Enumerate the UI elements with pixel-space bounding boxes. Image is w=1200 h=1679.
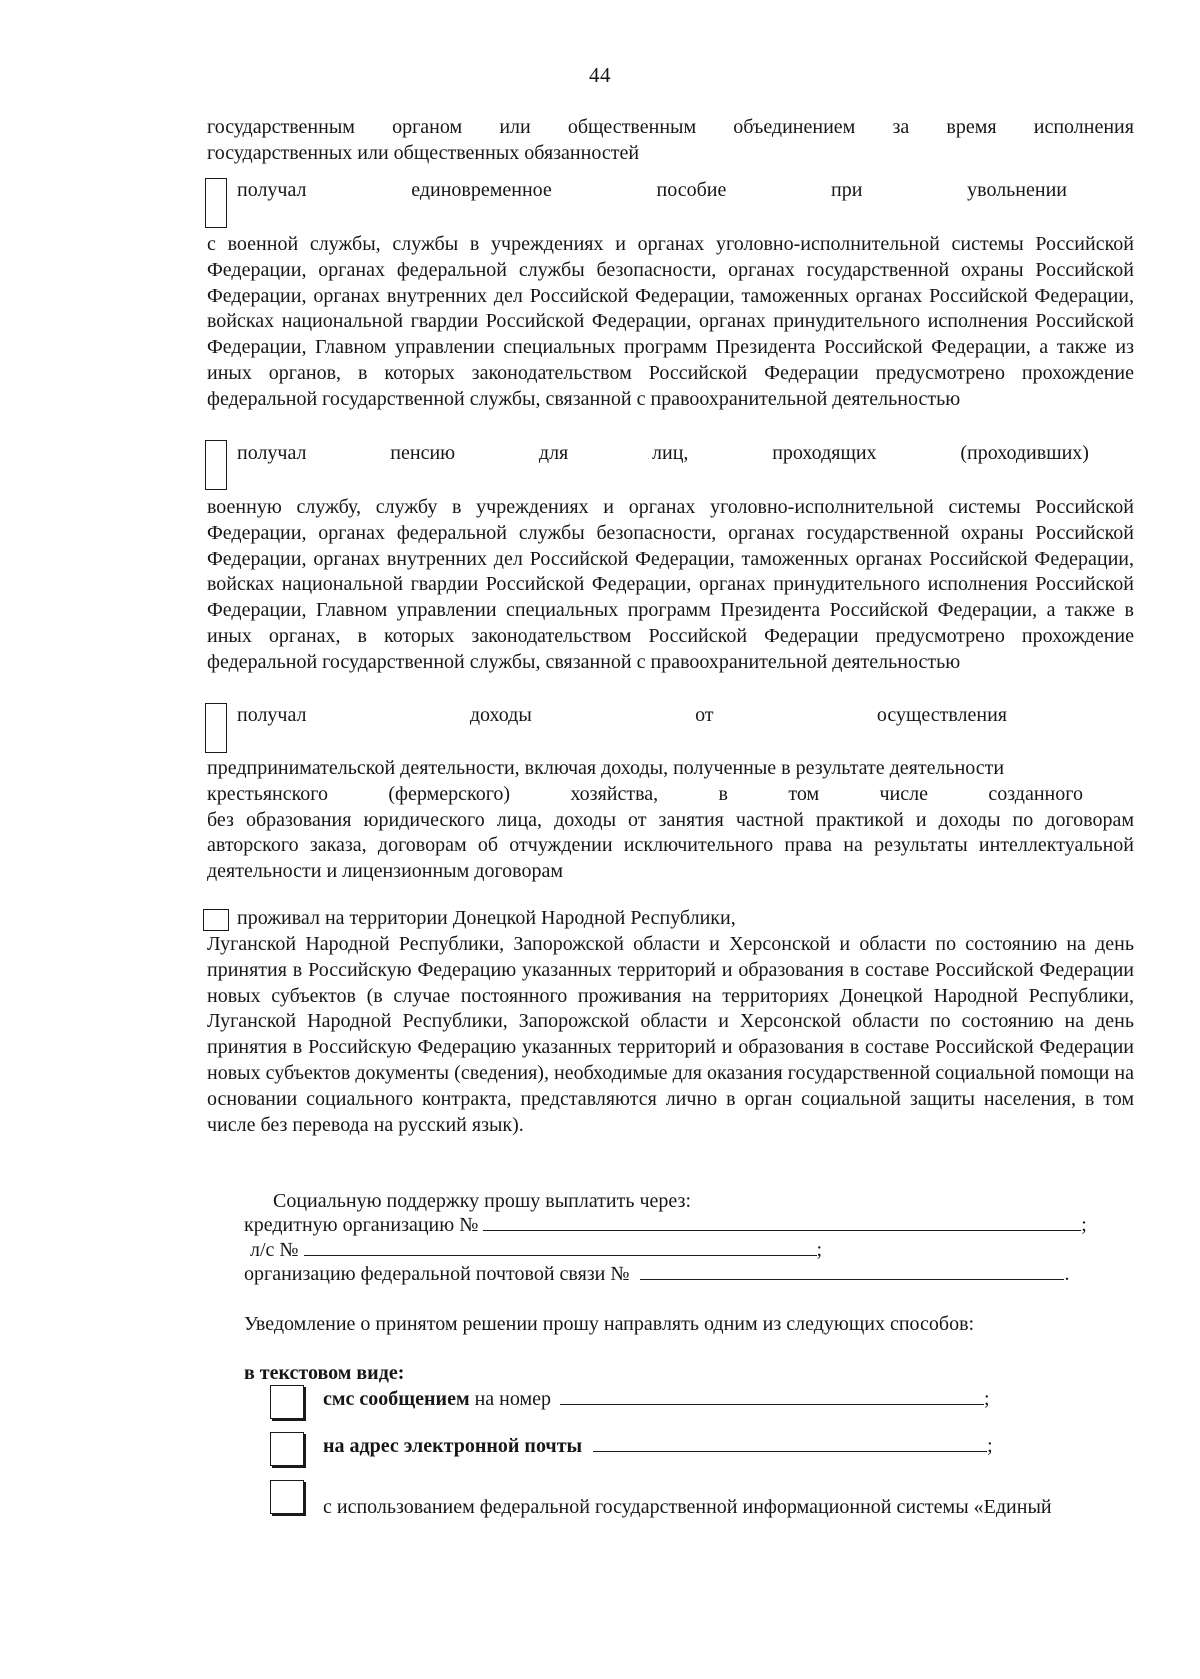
option-pension-header-word: (проходивших) [960, 442, 1089, 464]
option-business-income-header-word: от [695, 704, 714, 726]
notification-title: Уведомление о принятом решении прошу направлять одним из следующих способов: [244, 1313, 975, 1335]
intro-line-1-word: или [499, 116, 531, 138]
option-business-income-line-2-word: созданного [988, 782, 1083, 805]
option-business-income-header-word: осуществления [876, 704, 1007, 726]
option-lump-sum-header-word: при [831, 179, 863, 201]
post-label: организацию федеральной почтовой связи № [244, 1263, 630, 1285]
account-label: л/с № [250, 1239, 299, 1261]
option-lump-sum-header-word: единовременное [411, 179, 552, 201]
option-business-income-line-2-word: числе [879, 782, 928, 805]
intro-line-1-word: исполнения [1033, 116, 1134, 138]
option-pension-header-word: для [538, 442, 569, 464]
account-field[interactable] [304, 1237, 817, 1256]
option-business-income-header [237, 703, 1007, 729]
email-checkbox[interactable] [270, 1432, 304, 1466]
option-business-income-line-2-word: том [788, 782, 820, 805]
option-business-income-line-2 [207, 782, 1083, 808]
option-pension-header-word: лиц, [652, 442, 689, 464]
option-business-income-checkbox[interactable] [205, 703, 227, 753]
page-number: 44 [589, 63, 611, 87]
intro-line-1-word: время [946, 116, 997, 138]
intro-line-1-word: за [892, 116, 910, 138]
option-residence-header: проживал на территории Донецкой Народной Республики, [237, 907, 736, 929]
email-field[interactable] [593, 1433, 987, 1452]
intro-line-1 [207, 115, 1134, 141]
intro-line-1-word: объединением [733, 116, 856, 138]
intro-line-2: государственных или общественных обязанностей [207, 141, 640, 164]
intro-line-1-word: общественным [567, 116, 697, 138]
intro-line-1-word: органом [392, 116, 463, 138]
credit-org-label: кредитную организацию № [244, 1214, 479, 1236]
post-row [244, 1261, 1069, 1287]
option-residence-checkbox[interactable] [203, 909, 229, 931]
sms-label-rest: на номер [474, 1388, 551, 1410]
option-business-income-line-2-word: крестьянского [207, 782, 329, 805]
option-business-income-header-word: получал [237, 704, 307, 726]
credit-org-field[interactable] [483, 1212, 1081, 1231]
option-pension-header-word: пенсию [390, 442, 456, 464]
credit-org-row [244, 1212, 1087, 1238]
option-business-income-rest: без образования юридического лица, доходы от занятия частной практикой и доходы по договорам авторского заказа, договорам об отчуждении исключительного права на результаты интеллектуальной деятельности и лицензионным договорам [207, 808, 1134, 883]
post-end: . [1064, 1263, 1070, 1285]
option-lump-sum-header-word: получал [237, 179, 307, 201]
option-business-income-line-2-word: (фермерского) [388, 782, 511, 805]
sms-label-bold: смс сообщением [323, 1388, 470, 1410]
sms-end: ; [984, 1388, 990, 1410]
text-form-label [244, 1360, 404, 1386]
option-lump-sum-checkbox[interactable] [205, 178, 227, 228]
post-field[interactable] [640, 1261, 1064, 1280]
text-form-label-text: в текстовом виде: [244, 1362, 405, 1384]
gosuslugi-checkbox[interactable] [270, 1480, 304, 1514]
sms-row [323, 1386, 990, 1412]
option-business-income-line-2-word: в [718, 782, 728, 805]
intro-line-1-word: государственным [207, 116, 355, 138]
option-business-income-body [207, 756, 1134, 885]
email-label-bold: на адрес электронной почты [323, 1435, 583, 1457]
intro-paragraph [207, 115, 1134, 167]
option-pension-header [237, 441, 1089, 467]
option-lump-sum-header [237, 178, 1067, 204]
email-row [323, 1433, 993, 1459]
option-lump-sum-body: с военной службы, службы в учреждениях и органах уголовно-исполнительной системы Российской Федерации, органах федеральной службы безопасности, органах государственной охраны Российской Федерации, органах внутренних дел Российской Федерации, таможенных органах Российской Федерации, войсках национальной гвардии Российской Федерации, органах принудительного исполнения Российской Федерации, Главном управлении специальных программ Президента Российской Федерации, а также из иных органов, в которых законодательством Российской Федерации предусмотрено прохождение федеральной государственной службы, связанной с правоохранительной деятельностью [207, 233, 1134, 410]
gosuslugi-row: с использованием федеральной государственной информационной системы «Единый [323, 1496, 1052, 1518]
option-lump-sum-header-word: пособие [656, 179, 727, 201]
option-business-income-line-1: предпринимательской деятельности, включая доходы, полученные в результате деятельности [207, 757, 1005, 779]
option-pension-body: военную службу, службу в учреждениях и органах уголовно-исполнительной системы Российской Федерации, органах федеральной службы безопасности, органах государственной охраны Российской Федерации, органах внутренних дел Российской Федерации, таможенных органах Российской Федерации, войсках национальной гвардии Российской Федерации, органах принудительного исполнения Российской Федерации, Главном управлении специальных программ Президента Российской Федерации, а также в иных органах, в которых законодательством Российской Федерации предусмотрено прохождение федеральной государственной службы, связанной с правоохранительной деятельностью [207, 496, 1134, 673]
sms-checkbox[interactable] [270, 1385, 304, 1419]
option-pension-header-word: проходящих [772, 442, 877, 464]
option-business-income-line-2-word: хозяйства, [570, 782, 659, 805]
account-end: ; [816, 1239, 823, 1261]
payment-title: Социальную поддержку прошу выплатить через: [273, 1190, 691, 1212]
account-row [250, 1237, 822, 1263]
email-end: ; [987, 1435, 993, 1457]
option-lump-sum-header-word: увольнении [967, 179, 1067, 201]
credit-org-end: ; [1081, 1214, 1087, 1236]
option-pension-header-word: получал [237, 442, 307, 464]
option-business-income-header-word: доходы [469, 704, 532, 726]
sms-number-field[interactable] [560, 1386, 984, 1405]
option-pension-checkbox[interactable] [205, 440, 227, 490]
option-residence-body: Луганской Народной Республики, Запорожской области и Херсонской и области по состоянию на день принятия в Российскую Федерацию указанных территорий и образования в составе Российской Федерации новых субъектов (в случае постоянного проживания на территориях Донецкой Народной Республики, Луганской Народной Республики, Запорожской области и Херсонской области по состоянию на день принятия в Российскую Федерацию указанных территорий и образования в составе Российской Федерации новых субъектов документы (сведения), необходимые для оказания государственной социальной помощи на основании социального контракта, представляются лично в орган социальной защиты населения, в том числе без перевода на русский язык). [207, 933, 1134, 1136]
